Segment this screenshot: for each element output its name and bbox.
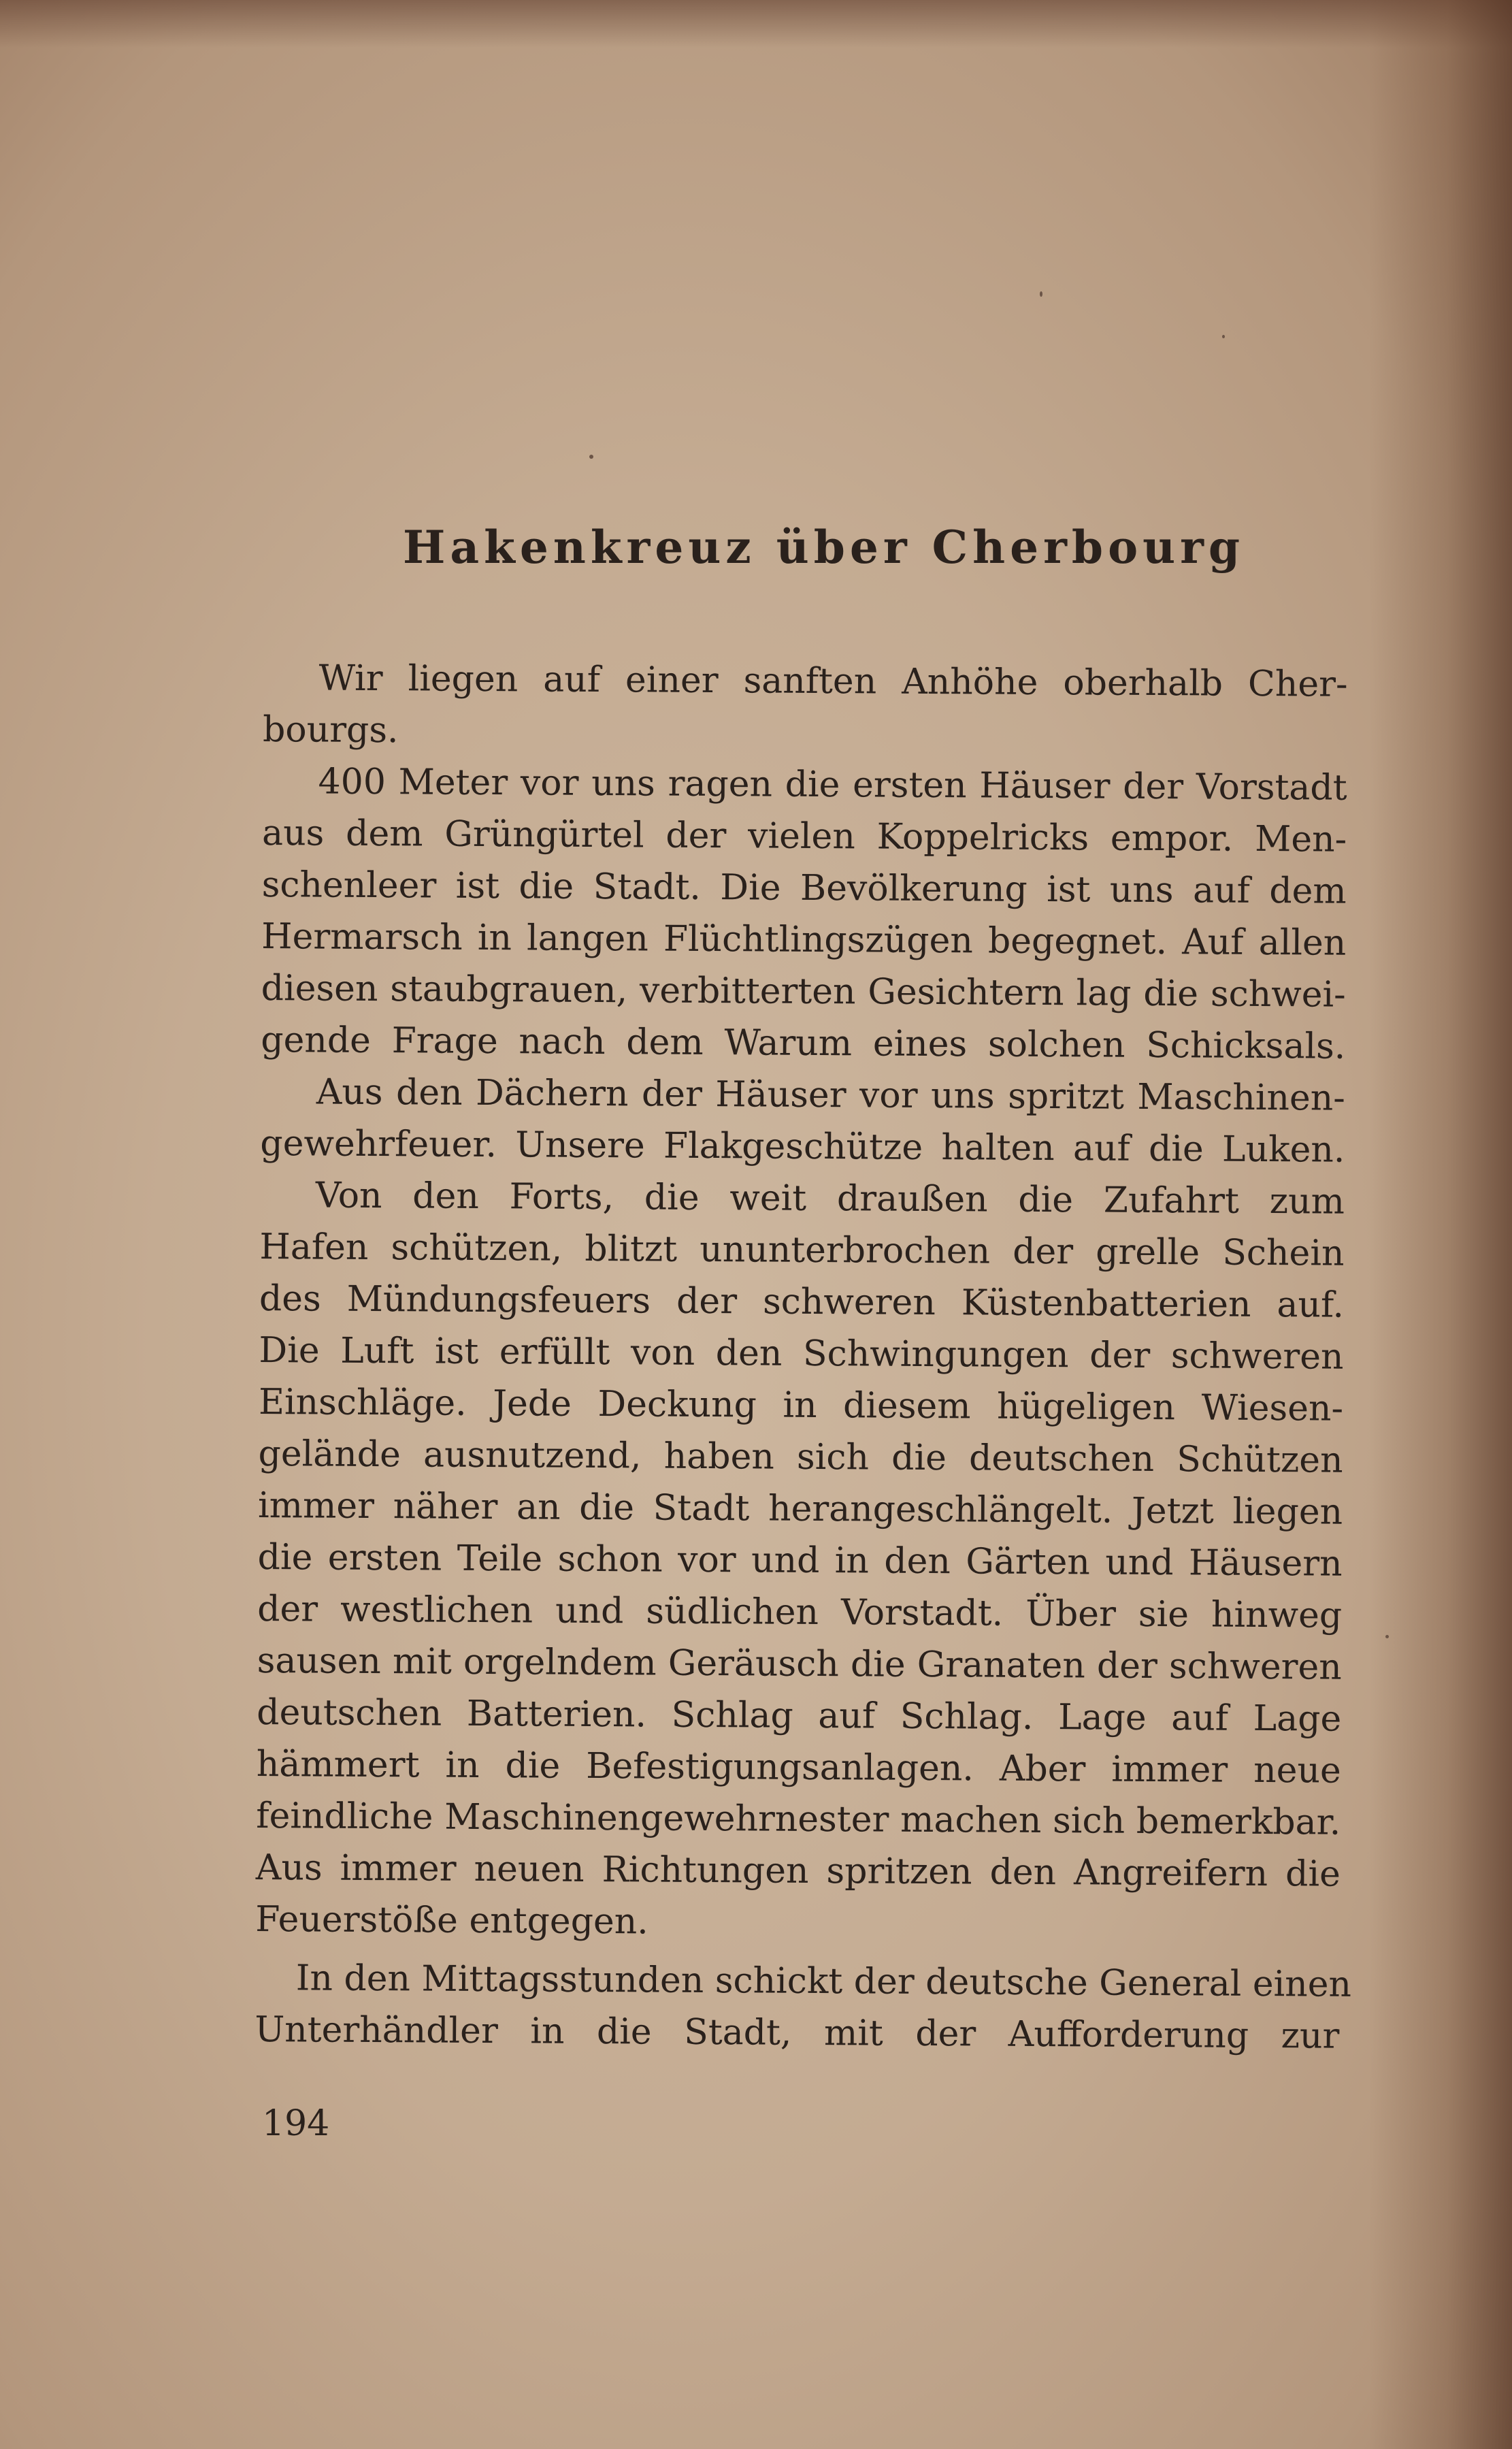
paper-speck xyxy=(1385,1635,1389,1638)
page-top-shadow xyxy=(0,0,1512,48)
page-number: 194 xyxy=(262,2103,330,2144)
text-line: Hermarsch in langen Flüchtlingszügen begegnet. Auf allen xyxy=(261,915,1347,964)
chapter-title: Hakenkreuz über Cherbourg xyxy=(403,521,1245,574)
text-line: gewehrfeuer. Unsere Flakgeschütze halten auf die Luken. xyxy=(260,1122,1345,1171)
text-line: Unterhändler in die Stadt, mit der Aufforderung zur xyxy=(254,2009,1340,2057)
page-edge-shadow xyxy=(1369,0,1512,2449)
text-line: des Mündungsfeuers der schweren Küstenbatterien auf. xyxy=(259,1278,1345,1326)
text-line: Aus den Dächern der Häuser vor uns spritzt Maschinen- xyxy=(316,1071,1345,1119)
paper-speck xyxy=(1040,291,1042,297)
text-line: Die Luft ist erfüllt von den Schwingungen der schweren xyxy=(259,1329,1344,1378)
text-line: die ersten Teile schon vor und in den Gärten und Häusern xyxy=(257,1536,1343,1585)
text-line: gende Frage nach dem Warum eines solchen Schicksals. xyxy=(261,1019,1346,1067)
text-line: Einschläge. Jede Deckung in diesem hügeligen Wiesen- xyxy=(258,1381,1344,1429)
text-line: In den Mittagsstunden schickt der deutsche General einen xyxy=(295,1958,1352,2005)
text-line: Aus immer neuen Richtungen spritzen den Angreifern die xyxy=(255,1847,1341,1895)
text-line: feindliche Maschinengewehrnester machen sich bemerkbar. xyxy=(256,1795,1341,1843)
text-line: gelände ausnutzend, haben sich die deutschen Schützen xyxy=(258,1433,1343,1481)
text-line: aus dem Grüngürtel der vielen Koppelricks empor. Men- xyxy=(261,812,1347,860)
text-line: Feuerstöße entgegen. xyxy=(255,1898,648,1943)
paper-speck xyxy=(589,455,593,459)
text-line: der westlichen und südlichen Vorstadt. Über sie hinweg xyxy=(257,1588,1343,1636)
text-line: bourgs. xyxy=(262,709,399,751)
text-line: Hafen schützen, blitzt ununterbrochen der grelle Schein xyxy=(259,1226,1345,1274)
text-line: Von den Forts, die weit draußen die Zufahrt zum xyxy=(315,1175,1345,1222)
text-line: diesen staubgrauen, verbitterten Gesichtern lag die schwei- xyxy=(261,967,1346,1016)
text-line: deutschen Batterien. Schlag auf Schlag. Lage auf Lage xyxy=(257,1691,1342,1740)
text-line: immer näher an die Stadt herangeschlängelt. Jetzt liegen xyxy=(257,1485,1343,1533)
text-line: hämmert in die Befestigungsanlagen. Aber immer neue xyxy=(256,1743,1341,1791)
text-line: Wir liegen auf einer sanften Anhöhe oberhalb Cher- xyxy=(318,658,1348,705)
text-line: schenleer ist die Stadt. Die Bevölkerung ist uns auf dem xyxy=(261,864,1347,912)
paper-speck xyxy=(1222,335,1225,338)
text-line: 400 Meter vor uns ragen die ersten Häuser der Vorstadt xyxy=(318,761,1347,809)
text-line: sausen mit orgelndem Geräusch die Granaten der schweren xyxy=(257,1640,1342,1688)
